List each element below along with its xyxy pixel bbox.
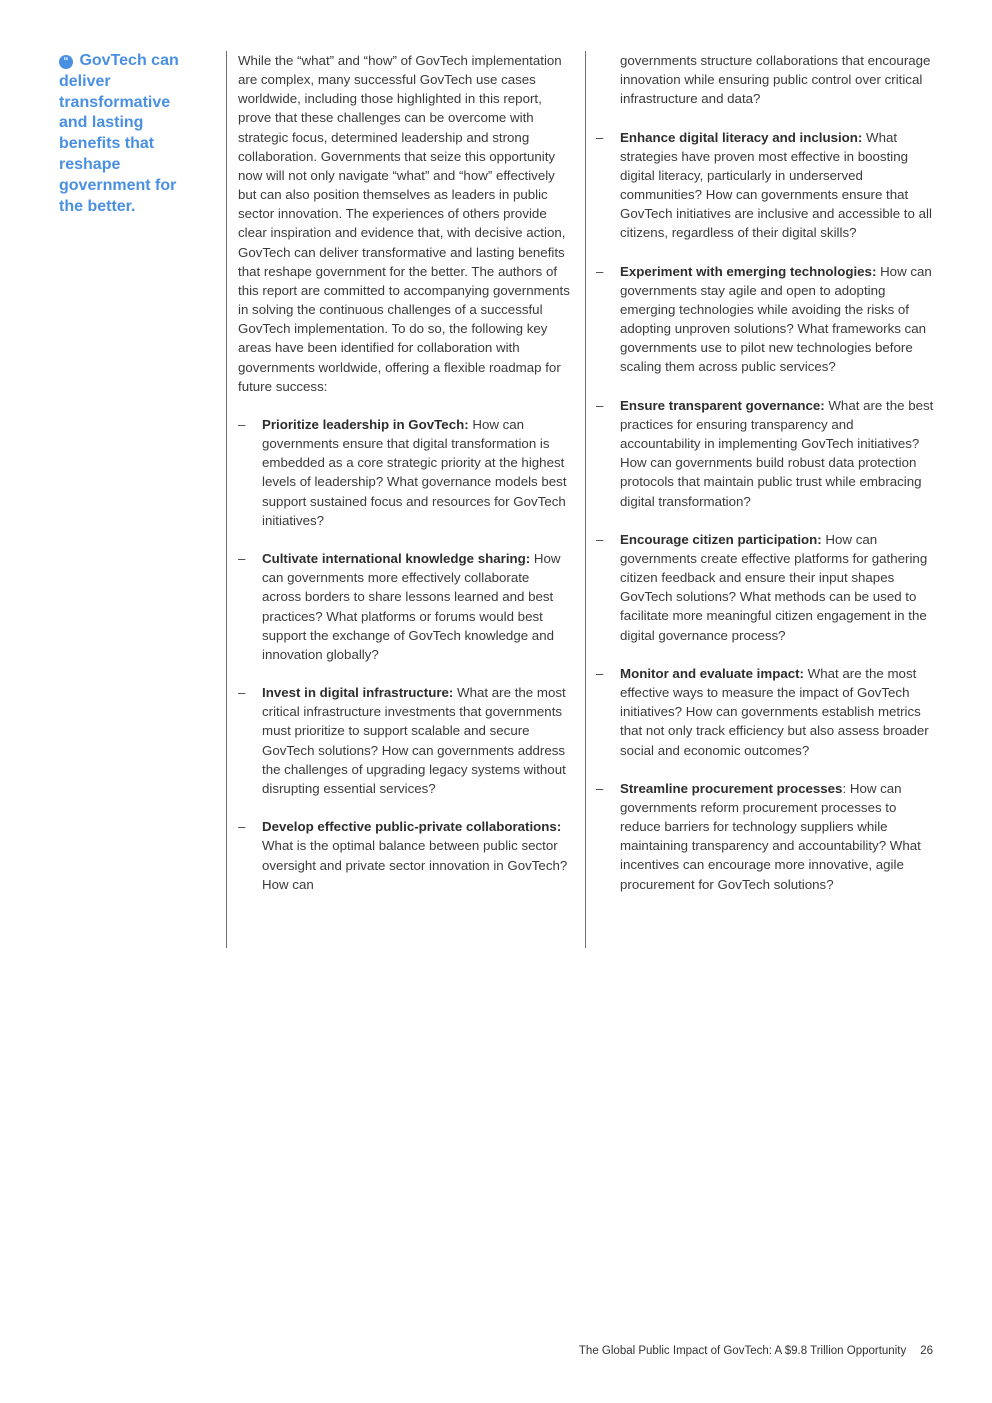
pull-quote-text: GovTech can deliver transformative and lasting benefits that reshape government for the better.	[59, 52, 179, 215]
bullet-dash: –	[596, 665, 604, 681]
list-item-continuation: governments structure collaborations that encourage innovation while ensuring public control over critical infrastructure and data?	[620, 53, 931, 107]
item-title: Monitor and evaluate impact:	[620, 665, 804, 681]
list-item	[596, 396, 936, 511]
bullet-dash: –	[596, 129, 604, 145]
bullet-dash: –	[238, 819, 246, 835]
list-item	[238, 817, 572, 894]
item-title: Enhance digital literacy and inclusion:	[620, 129, 863, 145]
bullet-dash: –	[596, 531, 604, 547]
bullet-dash: –	[596, 263, 604, 279]
list-item	[596, 779, 936, 894]
page-footer	[579, 1345, 933, 1357]
item-body: How can governments more effectively collaborate across borders to share lessons learned and best practices? What platforms or forums would best support the exchange of GovTech knowledge and innovation globally?	[262, 551, 561, 662]
pull-quote	[59, 51, 199, 217]
list-item	[596, 530, 936, 645]
item-title: Develop effective public-private collaborations:	[262, 819, 562, 835]
bullet-dash: –	[596, 780, 604, 796]
list-item	[596, 664, 936, 760]
item-title: Cultivate international knowledge sharing:	[262, 551, 531, 567]
item-title: Experiment with emerging technologies:	[620, 263, 877, 279]
item-title: Encourage citizen participation:	[620, 531, 822, 547]
item-body: What are the most effective ways to measure the impact of GovTech initiatives? How can governments establish metrics that not only track efficiency but also assess broader social and economic outcomes?	[620, 665, 929, 758]
body-column-left	[226, 51, 583, 948]
item-body: : How can governments reform procurement processes to reduce barriers for technology suppliers while maintaining transparency and accountability? What incentives can encourage more innovative, agile procurement for GovTech solutions?	[620, 780, 921, 892]
item-body: How can governments create effective platforms for gathering citizen feedback and ensure their input shapes GovTech solutions? What methods can be used to facilitate more meaningful citizen engagement in the digital governance process?	[620, 531, 928, 643]
footer-report-title: The Global Public Impact of GovTech:	[578, 1345, 772, 1357]
item-body: What strategies have proven most effective in boosting digital literacy, particularly in underserved communities? How can governments ensure that GovTech initiatives are inclusive and accessible to all citizens, regardless of their digital skills?	[620, 129, 932, 241]
list-item	[596, 128, 936, 243]
intro-paragraph: While the “what” and “how” of GovTech implementation are complex, many successful GovTech use cases worldwide, including those highlighted in this report, prove that these challenges can be overcome with strategic focus, determined leadership and strong collaboration. Governments that seize this opportunity now will not only navigate “what” and “how” effectively but can also position themselves as leaders in public sector innovation. The experiences of others provide clear inspiration and evidence that, with decisive action, GovTech can deliver transformative and lasting benefits that reshape government for the better. The authors of this report are committed to accompanying governments in solving the continuous challenges of a successful GovTech implementation. To do so, the following key areas have been identified for collaboration with governments worldwide, offering a flexible roadmap for future success:	[238, 53, 570, 394]
collaboration-list	[238, 415, 572, 894]
page-number: 26	[920, 1345, 933, 1357]
item-title: Prioritize leadership in GovTech:	[262, 416, 469, 432]
list-item	[238, 683, 572, 798]
collaboration-list-continued	[596, 128, 936, 894]
item-body: What is the optimal balance between public sector oversight and private sector innovation in GovTech? How can	[262, 838, 568, 892]
bullet-dash: –	[238, 551, 246, 567]
item-body: How can governments ensure that digital transformation is embedded as a core strategic priority at the highest levels of leadership? What governance models best support sustained focus and resources for GovTech initiatives?	[262, 416, 567, 528]
list-item	[596, 262, 936, 377]
bullet-dash: –	[596, 397, 604, 413]
list-item	[238, 415, 572, 530]
item-body: What are the best practices for ensuring transparency and accountability in implementing GovTech initiatives? How can governments build robust data protection protocols that maintain public trust while embracing digital transformation?	[620, 397, 934, 509]
item-title: Invest in digital infrastructure:	[262, 685, 454, 701]
item-title: Streamline procurement processes	[620, 780, 843, 796]
footer-report-subtitle: A $9.8 Trillion Opportunity	[771, 1345, 907, 1357]
item-body: How can governments stay agile and open to adopting emerging technologies while avoiding the risks of adopting unproven solutions? What frameworks can governments use to pilot new technologies before scaling them across public services?	[620, 263, 932, 375]
item-title: Ensure transparent governance:	[620, 397, 825, 413]
bullet-dash: –	[238, 416, 246, 432]
list-item	[238, 549, 572, 664]
quote-mark-icon: “	[59, 55, 73, 69]
bullet-dash: –	[238, 685, 246, 701]
body-column-right	[585, 51, 936, 948]
item-body: What are the most critical infrastructure investments that governments must prioritize to support scalable and secure GovTech solutions? How can governments address the challenges of upgrading legacy systems without disrupting essential services?	[262, 685, 566, 796]
